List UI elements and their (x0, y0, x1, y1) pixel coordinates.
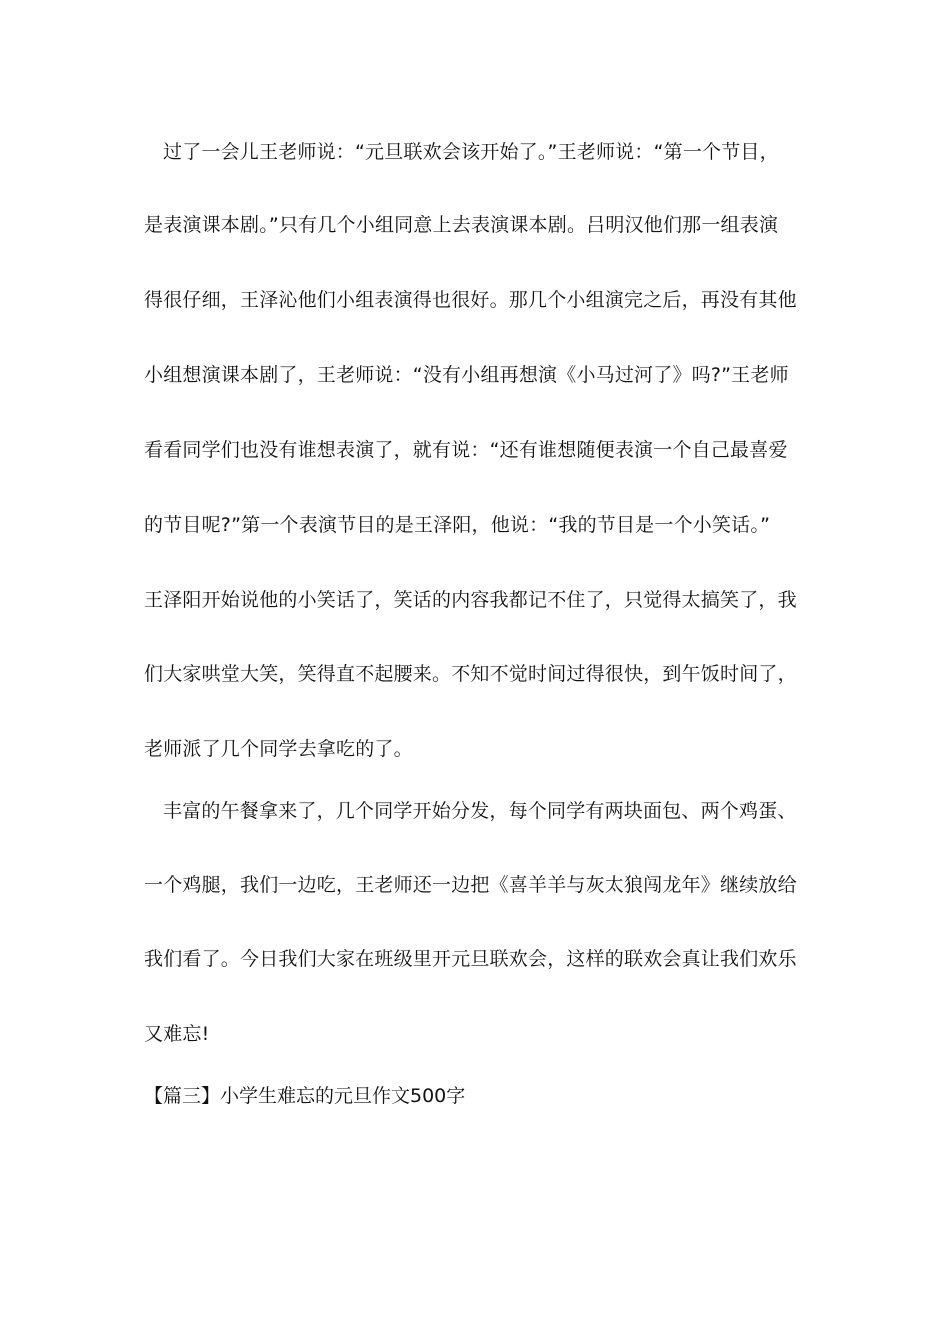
paragraph-1-line-8: 们大家哄堂大笑，笑得直不起腰来。不知不觉时间过得很快，到午饭时间了， (144, 663, 797, 685)
paragraph-1-line-3: 得很仔细，王泽沁他们小组表演得也很好。那几个小组演完之后，再没有其他 (144, 289, 797, 311)
paragraph-2-line-4: 又难忘! (144, 1023, 210, 1045)
section-heading: 【篇三】小学生难忘的元旦作文500字 (144, 1085, 466, 1107)
paragraph-1-line-7: 王泽阳开始说他的小笑话了，笑话的内容我都记不住了，只觉得太搞笑了，我 (144, 589, 797, 611)
paragraph-1-line-6: 的节目呢?”第一个表演节目的是王泽阳，他说：“我的节目是一个小笑话。” (144, 514, 771, 536)
paragraph-1-line-2: 是表演课本剧。”只有几个小组同意上去表演课本剧。吕明汉他们那一组表演 (144, 214, 779, 236)
paragraph-2-line-3: 我们看了。今日我们大家在班级里开元旦联欢会，这样的联欢会真让我们欢乐 (144, 948, 797, 970)
paragraph-1-line-1: 过了一会儿王老师说：“元旦联欢会该开始了。”王老师说：“第一个节目， (163, 141, 779, 163)
paragraph-1-line-4: 小组想演课本剧了，王老师说：“没有小组再想演《小马过河了》吗?”王老师 (144, 364, 789, 386)
paragraph-1-line-5: 看看同学们也没有谁想表演了，就有说：“还有谁想随便表演一个自己最喜爱 (144, 439, 788, 461)
paragraph-1-line-9: 老师派了几个同学去拿吃的了。 (144, 738, 413, 760)
paragraph-2-line-1: 丰富的午餐拿来了，几个同学开始分发，每个同学有两块面包、两个鸡蛋、 (163, 800, 797, 822)
paragraph-2-line-2: 一个鸡腿，我们一边吃，王老师还一边把《喜羊羊与灰太狼闯龙年》继续放给 (144, 874, 797, 896)
